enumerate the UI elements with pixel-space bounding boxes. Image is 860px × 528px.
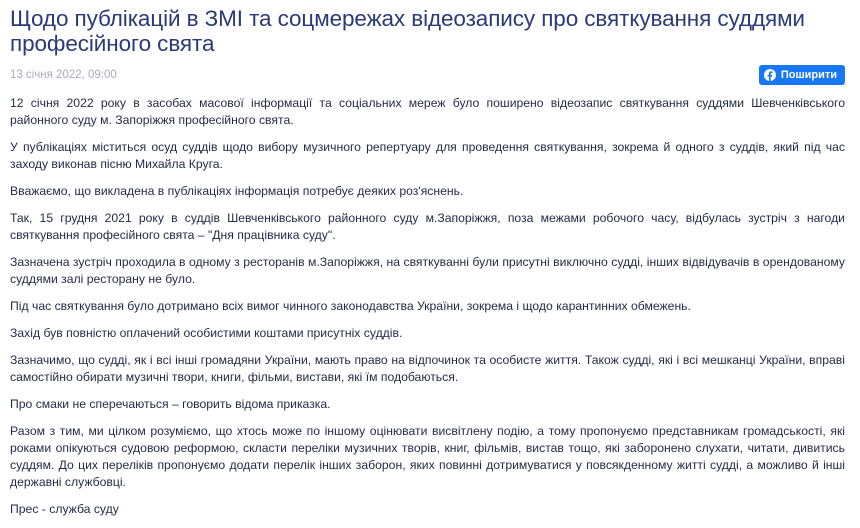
paragraph: Про смаки не сперечаються – говорить відома приказка.	[10, 397, 331, 411]
press-service-signature: Прес - служба суду	[10, 502, 119, 516]
paragraph: Так, 15 грудня 2021 року в суддів Шевченківського районного суду м.Запоріжжя, поза межами робочого часу, відбулась зустріч з нагоди святкування професійного свята – "Дня працівника суду".	[10, 211, 845, 242]
paragraph: Зазначимо, що судді, як і всі інші громадяни України, мають право на відпочинок та особисте життя. Також судді, які і всі мешканці України, вправі самостійно обирати музичні твори, книги, фільми, вистави, які їм подобаються.	[10, 353, 845, 384]
share-button-label: Поширити	[780, 69, 837, 81]
paragraph: Захід був повністю оплачений особистими коштами присутніх суддів.	[10, 326, 403, 340]
article	[10, 0, 845, 528]
article-body	[10, 95, 845, 518]
facebook-share-button[interactable]	[759, 65, 845, 85]
facebook-icon	[764, 69, 776, 81]
paragraph: Під час святкування було дотримано всіх вимог чинного законодавства України, зокрема і щодо карантинних обмежень.	[10, 299, 691, 313]
paragraph: Зазначена зустріч проходила в одному з ресторанів м.Запоріжжя, на святкуванні були присутні виключно судді, інших відвідувачів в орендованому суддями залі ресторану не було.	[10, 255, 845, 286]
paragraph: У публікаціях міститься осуд суддів щодо вибору музичного репертуару для проведення святкування, зокрема й одного з суддів, який під час заходу виконав пісню Михайла Круга.	[10, 140, 845, 171]
paragraph: 12 січня 2022 року в засобах масової інформації та соціальних мереж було поширено відеозапис святкування суддями Шевченківського районного суду м. Запоріжжя професійного свята.	[10, 96, 845, 127]
article-meta	[10, 65, 845, 91]
article-title: Щодо публікацій в ЗМІ та соцмережах відеозапису про святкування суддями професійного свята	[10, 6, 805, 56]
paragraph: Разом з тим, ми цілком розуміємо, що хтось може по іншому оцінювати висвітлену подію, а тому пропонуємо представникам громадськості, які роками опікуються судовою реформою, скласти переліки музичних творів, книг, фільмів, вистав тощо, які заборонено слухати, читати, дивитись суддям. До цих переліків пропонуємо додати перелік інших заборон, яких повинні дотримуватися у повсякденному житті судді, а можливо й інші державні службовці.	[10, 424, 845, 489]
publication-date: 13 січня 2022, 09:00	[10, 69, 117, 81]
paragraph: Вважаємо, що викладена в публікаціях інформація потребує деяких роз'яснень.	[10, 184, 464, 198]
